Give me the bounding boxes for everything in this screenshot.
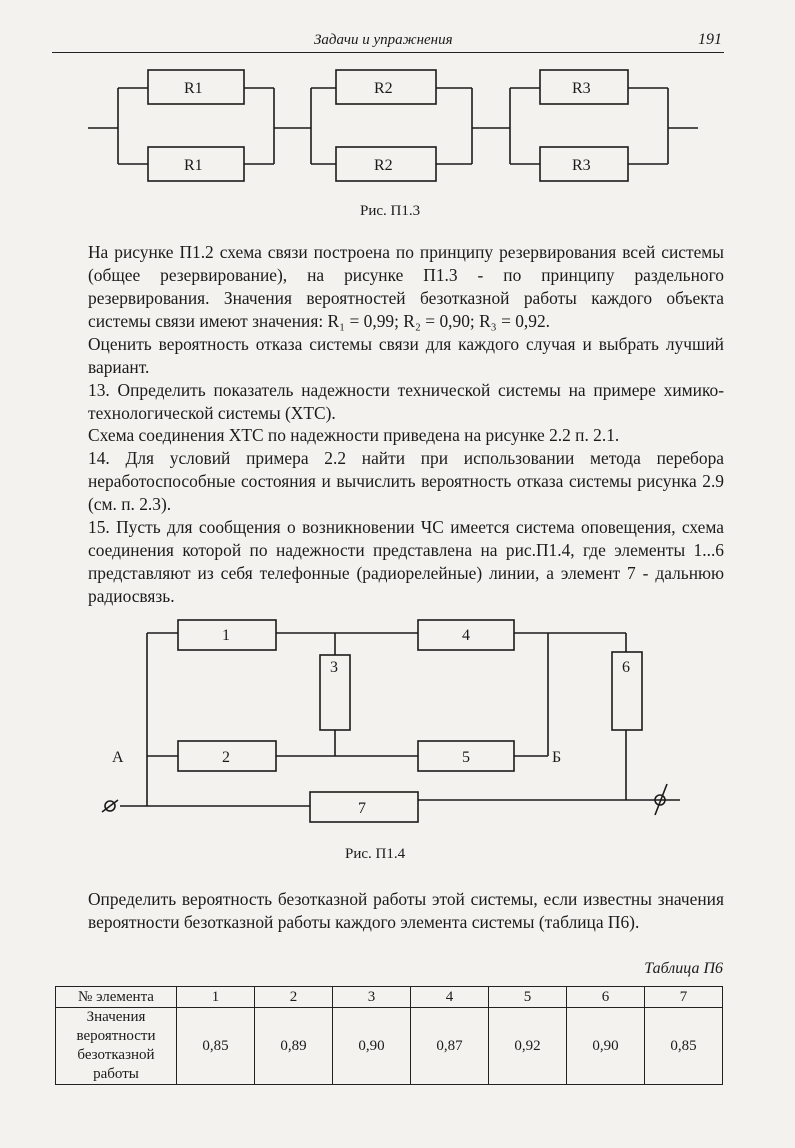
- paragraph-1: На рисунке П1.2 схема связи построена по принципу резервирования всей системы (общее резервирование), на рисунке П1.3 - по принципу раздельного резервирования. Значения вероятностей безотказной работы каждого объекта системы связи имеют значения: R₁ = 0,99; R₂ = 0,90; R₃ = 0,92.: [88, 242, 724, 331]
- label-r2-top: R2: [374, 80, 393, 97]
- value-cell: 0,87: [411, 1008, 489, 1085]
- figure-p1-3-caption: Рис. П1.3: [360, 203, 421, 219]
- label-element-2: 2: [222, 749, 230, 766]
- element-number-cell: 2: [255, 987, 333, 1008]
- table-header-row: [56, 987, 723, 1008]
- paragraph-4: Схема соединения ХТС по надежности приведена на рисунке 2.2 п. 2.1.: [88, 425, 620, 445]
- label-element-6: 6: [622, 659, 630, 676]
- value-cell: 0,85: [645, 1008, 723, 1085]
- value-cell: 0,92: [489, 1008, 567, 1085]
- element-number-cell: 4: [411, 987, 489, 1008]
- value-cell: 0,85: [177, 1008, 255, 1085]
- node-b-label: Б: [552, 749, 562, 766]
- paragraph-3: 13. Определить показатель надежности технической системы на примере химико-технологической системы (ХТС).: [88, 380, 724, 423]
- paragraph-5: 14. Для условий примера 2.2 найти при использовании метода перебора неработоспособные состояния и вычислить вероятность отказа системы рисунка 2.9 (см. п. 2.3).: [88, 448, 724, 514]
- row-label-cell: Значения вероятности безотказной работы: [56, 1008, 177, 1085]
- page-number: 191: [698, 31, 722, 48]
- value-cell: 0,90: [567, 1008, 645, 1085]
- header-title: Задачи и упражнения: [314, 32, 453, 48]
- label-element-1: 1: [222, 627, 230, 644]
- table-values-row: [56, 1008, 723, 1085]
- label-element-5: 5: [462, 749, 470, 766]
- figure-p1-3-diagram: [0, 0, 795, 200]
- reliability-table: [55, 986, 723, 1085]
- element-number-cell: 3: [333, 987, 411, 1008]
- label-element-3: 3: [330, 659, 338, 676]
- figure-p1-4-diagram: [0, 600, 795, 840]
- label-r1-top: R1: [184, 80, 203, 97]
- label-r2-bottom: R2: [374, 157, 393, 174]
- element-number-cell: 7: [645, 987, 723, 1008]
- table-caption: Таблица П6: [644, 960, 723, 977]
- value-cell: 0,90: [333, 1008, 411, 1085]
- paragraph-6: 15. Пусть для сообщения о возникновении ЧС имеется система оповещения, схема соединения которой по надежности представлена на рис.П1.4, где элементы 1...6 представляют из себя телефонные (радиорелейные) линии, а элемент 7 - дальнюю радиосвязь.: [88, 517, 724, 606]
- label-element-4: 4: [462, 627, 470, 644]
- label-r1-bottom: R1: [184, 157, 203, 174]
- element-number-cell: 5: [489, 987, 567, 1008]
- element-number-cell: 6: [567, 987, 645, 1008]
- value-cell: 0,89: [255, 1008, 333, 1085]
- label-element-7: 7: [358, 800, 366, 817]
- paragraph-2: Оценить вероятность отказа системы связи для каждого случая и выбрать лучший вариант.: [88, 334, 724, 377]
- label-r3-bottom: R3: [572, 157, 591, 174]
- header-label-cell: № элемента: [56, 987, 177, 1008]
- element-number-cell: 1: [177, 987, 255, 1008]
- label-r3-top: R3: [572, 80, 591, 97]
- paragraph-7: Определить вероятность безотказной работы этой системы, если известны значения вероятности безотказной работы каждого элемента системы (таблица П6).: [88, 889, 724, 932]
- figure-p1-4-caption: Рис. П1.4: [345, 846, 406, 862]
- node-a-label: А: [112, 749, 124, 766]
